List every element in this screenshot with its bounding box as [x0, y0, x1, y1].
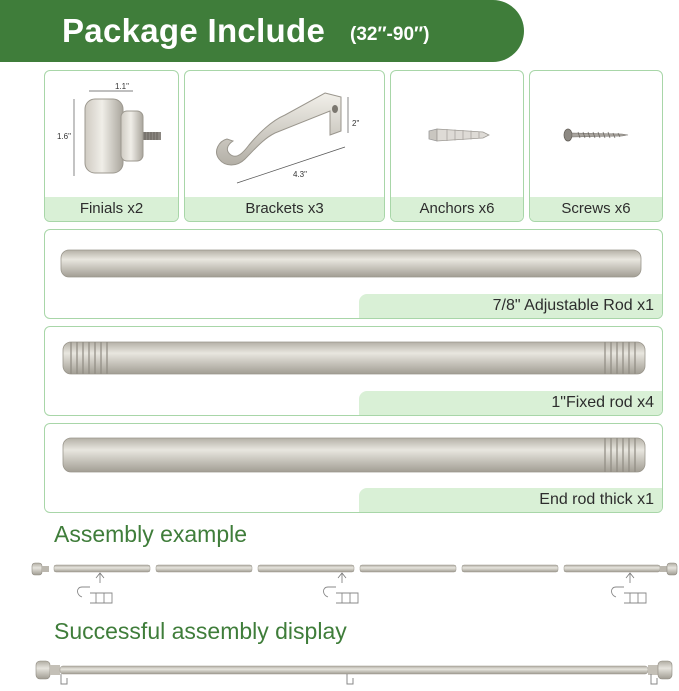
brackets-label: Brackets x3: [185, 197, 384, 221]
assembly-display-title: Successful assembly display: [54, 618, 347, 644]
finial-width-dim: 1.1": [115, 82, 129, 91]
fixed-rod-panel: [44, 326, 663, 416]
anchors-label: Anchors x6: [391, 197, 523, 221]
end-rod-label: End rod thick x1: [359, 488, 662, 512]
screw-image: [530, 71, 663, 199]
adjustable-rod-panel: [44, 229, 663, 319]
finials-label: Finials x2: [45, 197, 178, 221]
bracket-image: [185, 71, 385, 199]
finials-card: [44, 70, 179, 222]
bracket-length-dim: 4.3": [293, 170, 307, 179]
anchor-image: [391, 71, 524, 199]
brackets-card: [184, 70, 385, 222]
screws-card: [529, 70, 663, 222]
assembly-example-diagram: [30, 557, 679, 613]
fixed-rod-image: [45, 327, 663, 387]
size-range: (32″-90″): [350, 24, 430, 45]
page-title: Package Include: [62, 12, 326, 49]
anchors-card: [390, 70, 524, 222]
assembled-rod-image: [30, 656, 679, 690]
assembly-example-title: Assembly example: [54, 521, 248, 547]
adjustable-rod-label: 7/8" Adjustable Rod x1: [359, 294, 662, 318]
screws-label: Screws x6: [530, 197, 662, 221]
adjustable-rod-image: [45, 230, 663, 290]
bracket-height-dim: 2": [352, 119, 360, 128]
end-rod-panel: [44, 423, 663, 513]
fixed-rod-label: 1"Fixed rod x4: [359, 391, 662, 415]
finial-height-dim: 1.6": [57, 132, 71, 141]
end-rod-image: [45, 424, 663, 486]
